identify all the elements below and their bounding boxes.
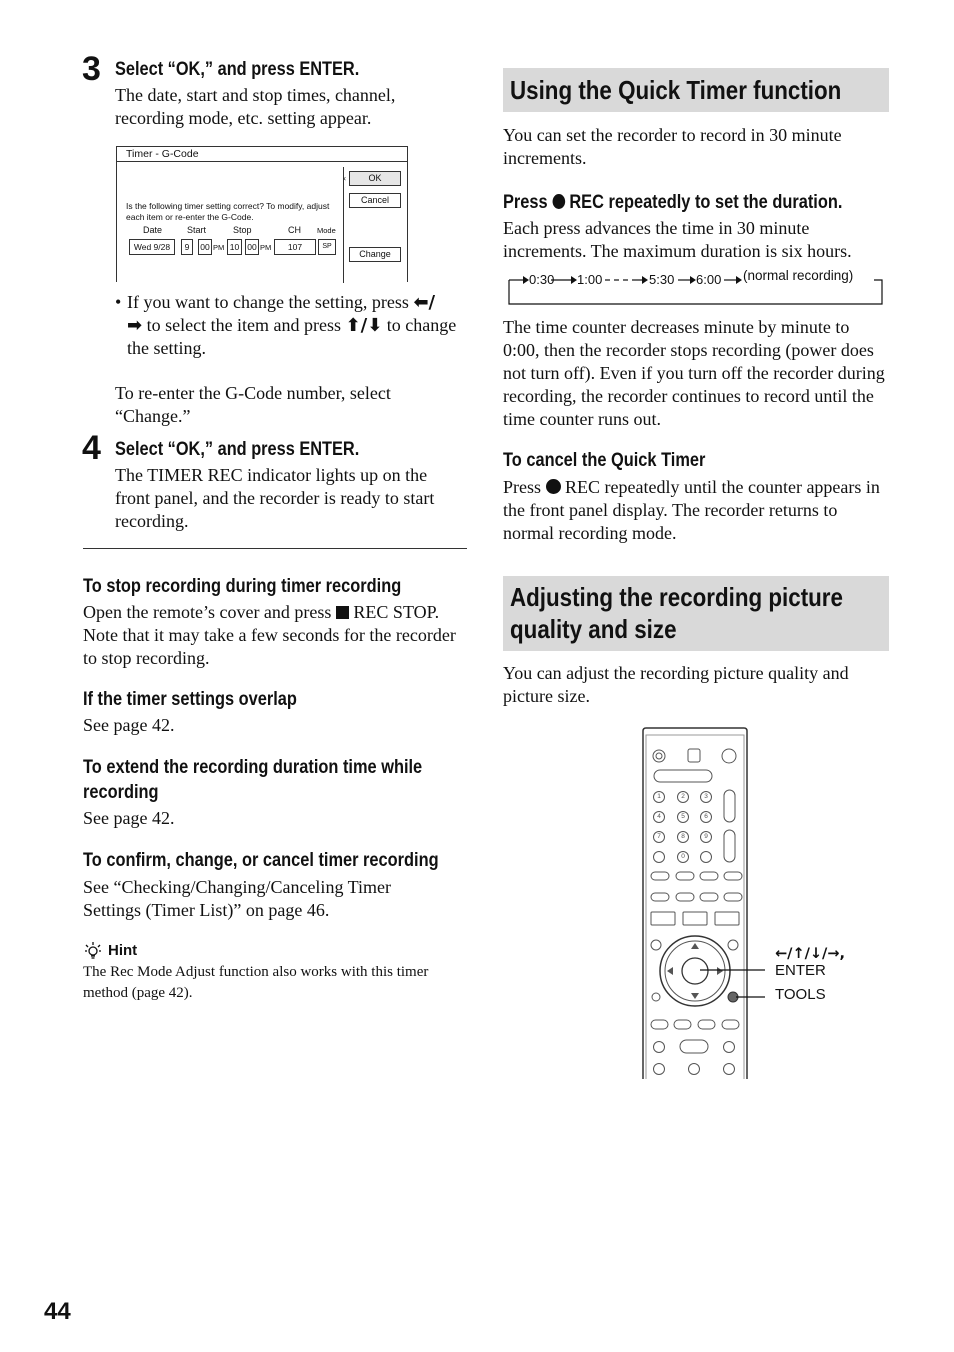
seq-6-00: 6:00: [696, 272, 722, 287]
stop-text-a: Open the remote’s cover and press: [83, 602, 336, 622]
press-heading-b: REC repeatedly to set the duration.: [564, 191, 843, 213]
extend-text: See page 42.: [83, 808, 175, 828]
screen-question: Is the following timer setting correct? To modify, adjust each item or re-enter the G-Code.: [126, 201, 330, 222]
channel-field[interactable]: 107: [274, 239, 316, 255]
keypad-digit: 8: [681, 833, 685, 840]
screen-title: Timer - G-Code: [126, 148, 199, 160]
stop-minute-field[interactable]: 00: [245, 239, 259, 255]
keypad-digit: 6: [704, 813, 708, 820]
change-setting-bullet: [115, 291, 470, 360]
callout-tools-label: TOOLS: [775, 986, 826, 1003]
step-3-number: 3: [82, 50, 101, 88]
callout-enter-label: ENTER: [775, 962, 826, 979]
change-button[interactable]: Change: [349, 247, 401, 262]
hint-bulb-icon: [83, 940, 103, 962]
cancel-quick-timer-heading: To cancel the Quick Timer: [503, 449, 706, 471]
hint-text: The Rec Mode Adjust function also works with this timer method (page 42).: [83, 964, 429, 1001]
remote-control-illustration: [640, 727, 752, 1080]
step-4-text: The TIMER REC indicator lights up on the front panel, and the recorder is ready to start recording.: [115, 465, 435, 531]
confirm-heading: To confirm, change, or cancel timer recording: [83, 849, 439, 871]
bullet-text-3: to change the setting.: [127, 315, 457, 358]
cancel-text-b: REC repeatedly until the counter appears in the front panel display. The recorder returns to normal recording mode.: [503, 477, 880, 543]
start-minute-field[interactable]: 00: [198, 239, 212, 255]
start-hour-field[interactable]: 9: [181, 239, 193, 255]
picture-quality-title-line2: quality and size: [510, 614, 677, 644]
stop-recording-text: [83, 601, 468, 670]
page-number: 44: [44, 1298, 71, 1325]
press-rec-heading: [503, 190, 842, 215]
seq-normal: (normal recording): [743, 268, 854, 283]
stop-ampm: PM: [260, 243, 272, 252]
overlap-text: See page 42.: [83, 715, 175, 735]
keypad-digit: 4: [657, 813, 661, 820]
rec-circle-icon: [552, 194, 565, 209]
picture-quality-title-line1: Adjusting the recording picture: [510, 582, 843, 612]
label-date: Date: [143, 225, 163, 235]
ok-pointer-icon: ‹: [343, 174, 347, 183]
keypad-digit: 3: [704, 793, 708, 800]
label-stop: Stop: [233, 225, 252, 235]
label-ch: CH: [288, 225, 301, 235]
step-4-heading: Select “OK,” and press ENTER.: [115, 439, 360, 460]
keypad-digit: 5: [681, 813, 685, 820]
stop-hour-field[interactable]: 10: [227, 239, 242, 255]
step-3-heading: Select “OK,” and press ENTER.: [115, 59, 360, 80]
timer-gcode-screen: [116, 146, 408, 282]
quick-timer-intro: You can set the recorder to record in 30 minute increments.: [503, 125, 842, 168]
quick-timer-title: Using the Quick Timer function: [510, 75, 842, 105]
step-3-text: The date, start and stop times, channel, recording mode, etc. setting appear.: [115, 85, 396, 128]
left-right-arrow-icon: ⬅/ ➡: [127, 292, 436, 336]
callout-lines: [690, 960, 770, 1000]
stop-text-b: REC STOP. Note that it may take a few seconds for the recorder to stop recording.: [83, 602, 456, 668]
bullet-text-2: to select the item and press: [142, 315, 346, 335]
seq-5-30: 5:30: [649, 272, 675, 287]
reenter-text: To re-enter the G-Code number, select “Change.”: [115, 383, 391, 426]
overlap-heading: If the timer settings overlap: [83, 688, 297, 710]
label-start: Start: [187, 225, 207, 235]
duration-sequence-diagram: [507, 266, 887, 308]
callout-arrows-label: ←/↑/↓/→,: [775, 946, 845, 962]
keypad-digit: 0: [681, 853, 685, 860]
quick-timer-section-header: [503, 68, 889, 112]
keypad-digit: 1: [657, 793, 661, 800]
date-field[interactable]: Wed 9/28: [129, 239, 175, 255]
bullet-dot: •: [115, 292, 122, 312]
up-down-arrow-icon: ⬆/⬇: [345, 315, 383, 336]
keypad-digit: 9: [704, 833, 708, 840]
picture-quality-section-header: [503, 576, 889, 651]
extend-heading-line2: recording: [83, 781, 159, 803]
keypad-digit: 2: [681, 793, 685, 800]
stop-recording-heading: To stop recording during timer recording: [83, 575, 402, 597]
ok-button[interactable]: OK: [349, 171, 401, 186]
picture-quality-intro: You can adjust the recording picture quality and picture size.: [503, 663, 849, 706]
cancel-button[interactable]: Cancel: [349, 193, 401, 208]
hint-label: Hint: [108, 942, 138, 959]
press-heading-a: Press: [503, 191, 553, 213]
stop-square-icon: [336, 606, 349, 619]
rec-circle-icon: [546, 479, 561, 494]
divider-rule: [83, 548, 467, 549]
counter-text: The time counter decreases minute by minute to 0:00, then the recorder stops recording (power does not turn off). Even if you turn off the recorder during recording, the recorder continues to record until the time counter runs out.: [503, 317, 885, 429]
cancel-text-a: Press: [503, 477, 546, 497]
step-4-number: 4: [82, 429, 101, 467]
seq-1-00: 1:00: [577, 272, 603, 287]
label-mode: Mode: [317, 226, 336, 235]
mode-field[interactable]: SP: [318, 239, 336, 255]
press-rec-text: Each press advances the time in 30 minute increments. The maximum duration is six hours.: [503, 218, 852, 261]
confirm-text: See “Checking/Changing/Canceling Timer Settings (Timer List)” on page 46.: [83, 877, 391, 920]
bullet-text-1: If you want to change the setting, press: [127, 292, 414, 312]
cancel-quick-timer-text: [503, 476, 889, 545]
extend-heading-line1: To extend the recording duration time while: [83, 756, 423, 778]
seq-0-30: 0:30: [529, 272, 555, 287]
screen-title-rule: [117, 161, 407, 162]
start-ampm: PM: [213, 243, 225, 252]
keypad-digit: 7: [657, 833, 661, 840]
